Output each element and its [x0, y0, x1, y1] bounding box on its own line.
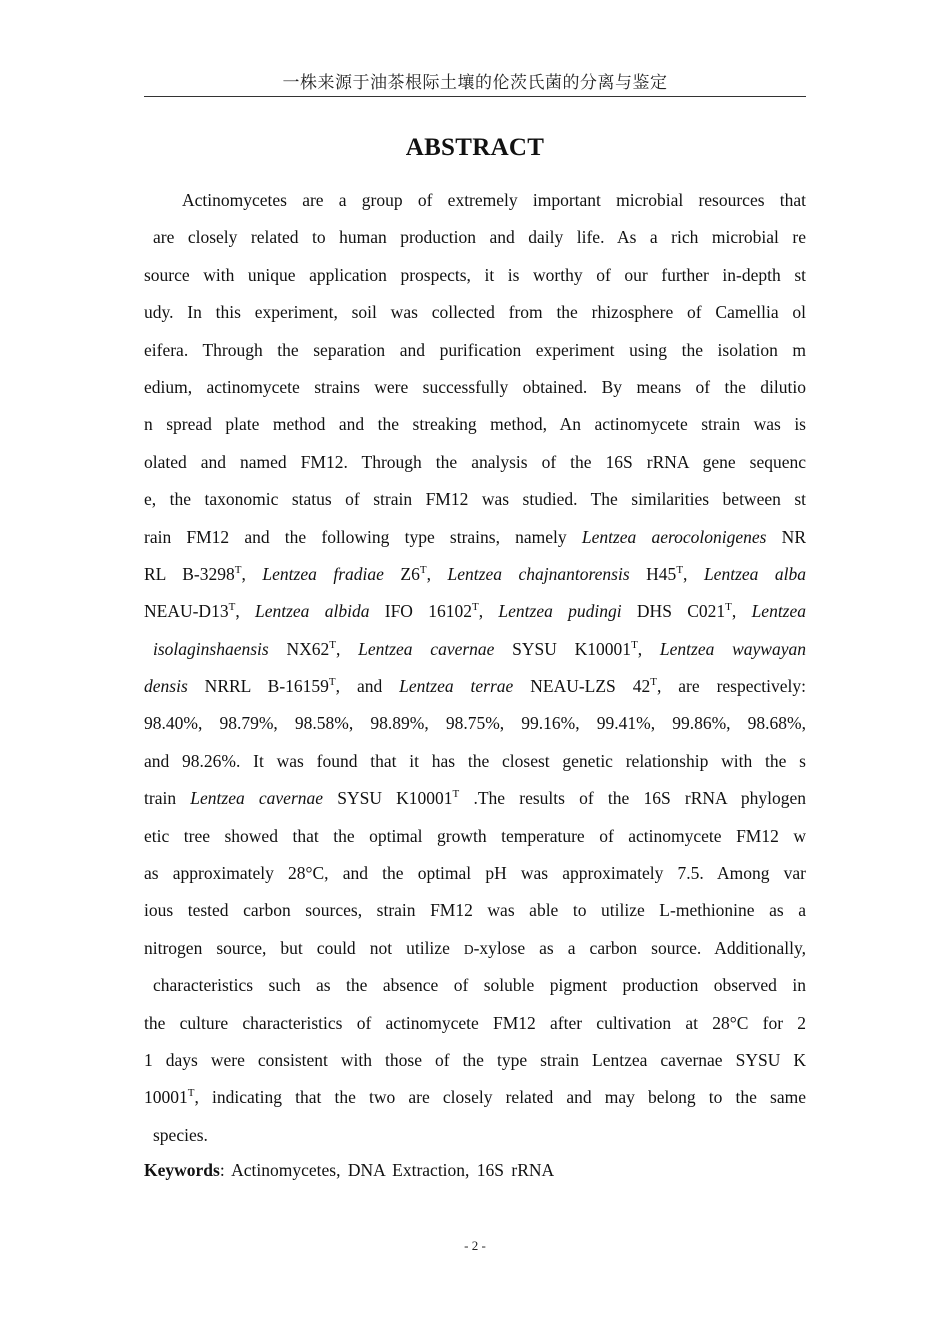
abstract-line: etic tree showed that the optimal growth temperature of actinomycete FM12 w	[144, 825, 806, 846]
abstract-line	[144, 519, 806, 556]
species-name: Lentzea	[751, 601, 807, 622]
strain-code: H45	[629, 563, 677, 584]
strain-code: NEAU-LZS 42	[513, 676, 651, 697]
abstract-body	[144, 182, 806, 1154]
species-name: Lentzea albida	[254, 601, 370, 622]
species-name: Lentzea waywayan	[659, 638, 806, 659]
abstract-line	[144, 593, 806, 630]
type-strain-superscript: T	[452, 788, 460, 801]
abstract-line: udy. In this experiment, soil was collected from the rhizosphere of Camellia ol	[144, 302, 806, 323]
abstract-line: source with unique application prospects, it is worthy of our further in-depth st	[144, 264, 806, 285]
abstract-line: characteristics such as the absence of soluble pigment production observed in	[153, 975, 806, 996]
line-text: train	[144, 788, 191, 809]
line-text: .The results of the 16S rRNA phylogen	[459, 788, 806, 809]
abstract-line	[144, 780, 806, 817]
line-text: ,	[241, 563, 263, 584]
abstract-line: olated and named FM12. Through the analysis of the 16S rRNA gene sequenc	[144, 451, 806, 472]
strain-code: RL B-3298	[144, 563, 235, 584]
line-text: ,	[426, 563, 448, 584]
abstract-line: ious tested carbon sources, strain FM12 was able to utilize L-methionine as a	[144, 900, 806, 921]
species-name: Lentzea chajnantorensis	[447, 563, 630, 584]
abstract-title: ABSTRACT	[405, 134, 545, 161]
type-strain-superscript: T	[725, 601, 732, 614]
abstract-line: are closely related to human production and daily life. As a rich microbial re	[153, 227, 806, 248]
line-text: -xylose as a carbon source. Additionally,	[473, 937, 806, 958]
line-text: ,	[637, 638, 660, 659]
abstract-line	[144, 930, 806, 967]
keywords-separator: :	[219, 1160, 232, 1180]
line-text: , and	[335, 676, 400, 697]
abstract-line: the culture characteristics of actinomycete FM12 after cultivation at 28°C for 2	[144, 1012, 806, 1033]
abstract-line: as approximately 28°C, and the optimal pH was approximately 7.5. Among var	[144, 863, 806, 884]
page-number: - 2 -	[464, 1238, 486, 1253]
type-strain-superscript: T	[187, 1087, 195, 1100]
abstract-line	[144, 1079, 806, 1116]
abstract-line	[144, 556, 806, 593]
keywords-label: Keywords	[144, 1160, 220, 1180]
abstract-line: eifera. Through the separation and purification experiment using the isolation m	[144, 339, 806, 360]
small-caps-letter: D	[463, 941, 474, 957]
line-text: rain FM12 and the following type strains, namely	[144, 526, 582, 547]
type-strain-superscript: T	[676, 563, 684, 576]
abstract-line: species.	[153, 1124, 208, 1145]
running-header-title: 一株来源于油茶根际土壤的伦茨氏菌的分离与鉴定	[282, 73, 668, 93]
strain-code: NX62	[268, 638, 330, 659]
abstract-line: e, the taxonomic status of strain FM12 was studied. The similarities between st	[144, 489, 806, 510]
line-text: ,	[335, 638, 359, 659]
strain-code: SYSU K10001	[494, 638, 632, 659]
abstract-line: and 98.26%. It was found that it has the closest genetic relationship with the s	[144, 750, 806, 771]
type-strain-superscript: T	[650, 676, 657, 689]
keywords-text: Actinomycetes, DNA Extraction, 16S rRNA	[231, 1160, 555, 1180]
strain-code: NEAU-D13	[144, 601, 229, 622]
species-name: densis	[144, 676, 188, 697]
type-strain-superscript: T	[328, 676, 336, 689]
header-rule	[144, 96, 806, 97]
type-strain-superscript: T	[228, 601, 236, 614]
abstract-line: 1 days were consistent with those of the type strain Lentzea cavernae SYSU K	[144, 1049, 806, 1070]
species-name: Lentzea terrae	[399, 676, 514, 697]
strain-code: SYSU K10001	[323, 788, 453, 809]
keywords-line	[144, 1152, 806, 1189]
strain-code: 10001	[144, 1087, 188, 1108]
line-text: ,	[478, 601, 499, 622]
line-text: ,	[731, 601, 752, 622]
species-name: Lentzea pudingi	[498, 601, 622, 622]
strain-code: DHS C021	[621, 601, 726, 622]
abstract-line: edium, actinomycete strains were successfully obtained. By means of the dilutio	[144, 376, 806, 397]
line-text: NR	[766, 526, 806, 547]
species-name: Lentzea aerocolonigenes	[581, 526, 767, 547]
species-name: isolaginshaensis	[153, 638, 269, 659]
line-text: , indicating that the two are closely related and may belong to the same	[194, 1087, 806, 1108]
type-strain-superscript: T	[472, 601, 479, 614]
line-text: ,	[235, 601, 255, 622]
species-name: Lentzea cavernae	[358, 638, 495, 659]
species-name: Lentzea cavernae	[190, 788, 324, 809]
strain-code: NRRL B-16159	[187, 676, 329, 697]
line-text: ,	[683, 563, 704, 584]
line-text: , are respectively:	[656, 676, 806, 697]
line-text: nitrogen source, but could not utilize	[144, 937, 464, 958]
type-strain-superscript: T	[234, 563, 242, 576]
species-name: Lentzea fradiae	[262, 563, 384, 584]
abstract-line: 98.40%, 98.79%, 98.58%, 98.89%, 98.75%, 99.16%, 99.41%, 99.86%, 98.68%,	[144, 713, 806, 734]
type-strain-superscript: T	[631, 638, 638, 651]
type-strain-superscript: T	[419, 563, 427, 576]
abstract-line: Actinomycetes are a group of extremely important microbial resources that	[182, 190, 806, 210]
abstract-line: n spread plate method and the streaking method, An actinomycete strain was is	[144, 414, 806, 435]
strain-code: IFO 16102	[369, 601, 472, 622]
type-strain-superscript: T	[329, 638, 336, 651]
strain-code: Z6	[383, 563, 420, 584]
abstract-line	[144, 631, 806, 668]
abstract-line	[144, 668, 806, 705]
species-name: Lentzea alba	[703, 563, 807, 584]
